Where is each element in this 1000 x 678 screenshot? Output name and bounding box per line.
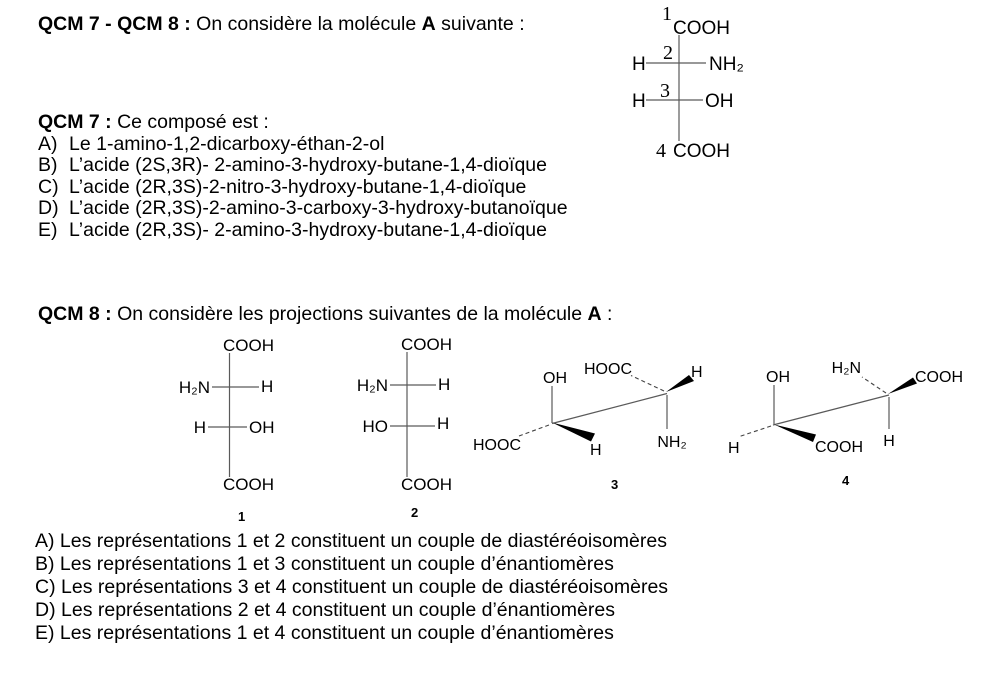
qcm8-option-c [35, 576, 668, 599]
top-group: COOH [401, 335, 452, 354]
option-letter: E) [38, 218, 58, 241]
h-down-label: H [883, 433, 895, 450]
c2-c3-bond [552, 394, 667, 424]
qcm8-option-a [35, 530, 668, 553]
intro-line [38, 13, 525, 36]
molecule-a-structure [628, 2, 778, 164]
h-wedge-label: H [590, 442, 602, 459]
row1-left-group: H₂N [178, 378, 210, 397]
qcm8-molecule-name: A [587, 303, 602, 325]
qcm7-option-d [38, 198, 568, 220]
qcm8-option-e [35, 622, 668, 645]
qcm8-option-d [35, 599, 668, 622]
fischer-projection-2 [350, 332, 465, 527]
qcm7-option-c [38, 177, 568, 199]
structure-number: 2 [411, 505, 419, 520]
row2-left-group: HO [362, 417, 388, 436]
c2-right-label: NH₂ [709, 54, 744, 75]
fischer-projection-1 [170, 332, 285, 527]
c1-group-label: COOH [673, 18, 730, 39]
option-letter: B) [38, 154, 58, 177]
option-text: Les représentations 1 et 4 constituent un couple d’énantiomères [59, 622, 614, 644]
cooh-wedge-label: COOH [815, 439, 863, 456]
hooc-top-label: HOOC [584, 361, 632, 378]
row2-right-group: H [437, 414, 450, 433]
qcm7-option-b [38, 155, 568, 177]
option-letter: E) [35, 622, 55, 644]
option-letter: C) [38, 175, 59, 198]
nh2-label: NH₂ [657, 434, 687, 451]
option-letter: A) [35, 530, 55, 552]
c2-c3-bond [773, 395, 889, 425]
intro-bold-prefix: QCM 7 - QCM 8 : [38, 13, 191, 35]
option-text: L’acide (2R,3S)- 2-amino-3-hydroxy-butane-1,4-dioïque [69, 218, 547, 241]
c3-left-label: H [632, 91, 646, 112]
wedge-bond-h [552, 423, 595, 442]
qcm8-heading [38, 303, 612, 326]
option-text: Les représentations 3 et 4 constituent un couple de diastéréoisomères [61, 576, 669, 598]
h2n-label: H₂N [831, 360, 861, 377]
qcm8-heading-bold: QCM 8 : [38, 303, 112, 325]
oh-label: OH [766, 369, 790, 386]
wedge-projection-3 [470, 340, 715, 495]
c2-left-label: H [632, 54, 646, 75]
option-text: Les représentations 1 et 3 constituent un couple d’énantiomères [59, 553, 614, 575]
top-group: COOH [223, 336, 274, 355]
option-text: L’acide (2S,3R)- 2-amino-3-hydroxy-butane-1,4-dioïque [69, 154, 547, 177]
structure-number: 1 [238, 509, 246, 524]
bottom-group: COOH [223, 475, 274, 494]
hooc-left-label: HOOC [473, 437, 521, 454]
qcm7-block [38, 112, 568, 242]
h-left-label: H [728, 440, 740, 457]
row1-right-group: H [261, 377, 274, 396]
intro-tail: suivante : [435, 13, 525, 35]
qcm8-options [35, 530, 668, 645]
option-text: Le 1-amino-1,2-dicarboxy-éthan-2-ol [69, 132, 385, 155]
structure-number: 3 [611, 477, 619, 492]
cooh-top-label: COOH [915, 369, 963, 386]
wedge-bond-h-top [666, 375, 694, 392]
row1-right-group: H [438, 375, 451, 394]
qcm7-option-e [38, 220, 568, 242]
dashed-bond-h [738, 426, 771, 437]
intro-text: On considère la molécule [190, 13, 422, 35]
qcm7-heading [38, 112, 568, 134]
c3-right-label: OH [705, 91, 734, 112]
qcm8-heading-tail: : [601, 303, 613, 325]
dashed-bond-hooc [519, 425, 549, 436]
wedge-projection-4 [725, 340, 985, 490]
carbon-4-number: 4 [656, 140, 666, 162]
option-letter: B) [35, 553, 55, 575]
option-text: L’acide (2R,3S)-2-amino-3-carboxy-3-hydroxy-butanoïque [69, 197, 568, 220]
row1-left-group: H₂N [356, 376, 388, 395]
qcm7-option-a [38, 134, 568, 156]
wedge-bond-cooh [774, 425, 816, 443]
h-top-label: H [691, 364, 703, 381]
dashed-bond-hooc-top [631, 376, 664, 392]
option-text: L’acide (2R,3S)-2-nitro-3-hydroxy-butane-1,4-dioïque [69, 175, 527, 198]
carbon-1-number: 1 [662, 3, 672, 25]
qcm7-heading-rest: Ce composé est : [111, 111, 269, 133]
oh-label: OH [543, 370, 567, 387]
qcm8-option-b [35, 553, 668, 576]
intro-molecule-name: A [421, 13, 436, 35]
option-text: Les représentations 1 et 2 constituent un couple de diastéréoisomères [59, 530, 667, 552]
option-letter: D) [35, 599, 56, 621]
qcm8-heading-mid: On considère les projections suivantes de la molécule [111, 303, 588, 325]
option-letter: A) [38, 132, 58, 155]
c4-group-label: COOH [673, 141, 730, 162]
carbon-2-number: 2 [663, 42, 673, 64]
qcm7-heading-bold: QCM 7 : [38, 111, 112, 133]
carbon-3-number: 3 [660, 80, 670, 102]
option-letter: D) [38, 197, 59, 220]
option-text: Les représentations 2 et 4 constituent un couple d’énantiomères [61, 599, 615, 621]
row2-left-group: H [193, 418, 206, 437]
wedge-bond-cooh-top [888, 378, 917, 395]
row2-right-group: OH [249, 418, 275, 437]
option-letter: C) [35, 576, 56, 598]
structure-number: 4 [842, 473, 850, 488]
dashed-bond-h2n [862, 377, 886, 393]
bottom-group: COOH [401, 475, 452, 494]
